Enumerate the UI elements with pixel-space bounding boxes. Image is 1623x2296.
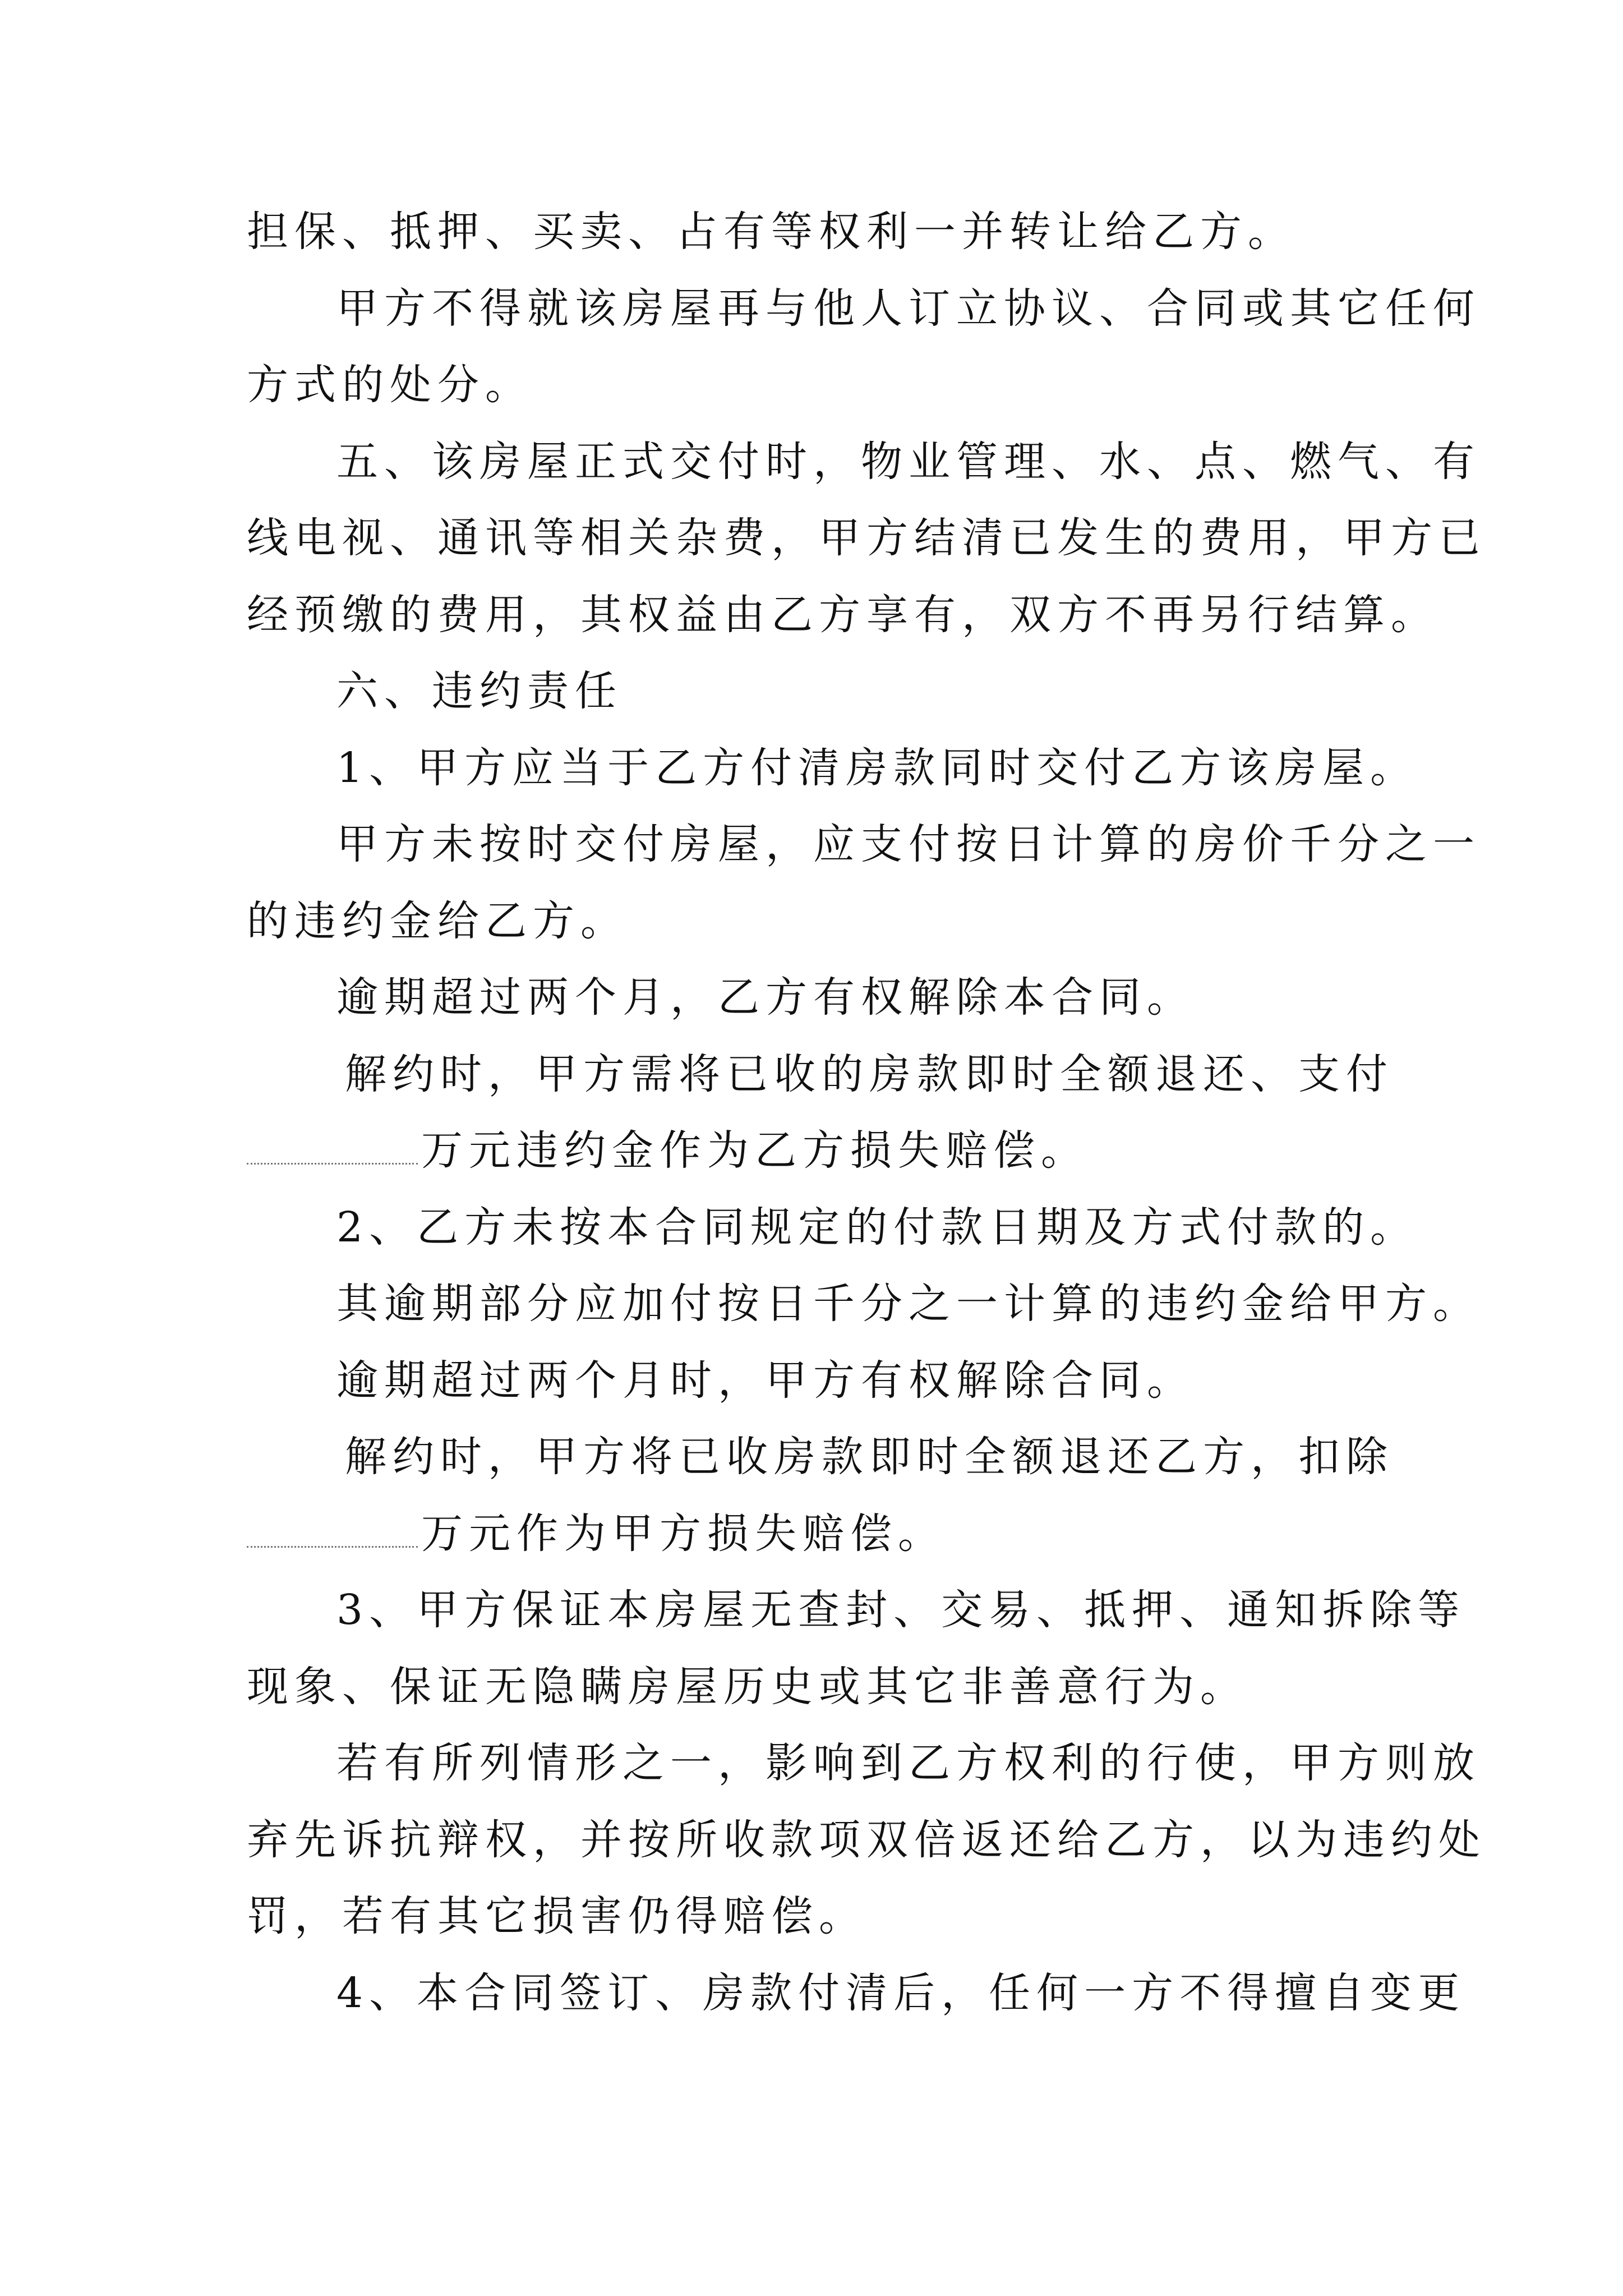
text-line: 方式的处分。 (247, 361, 533, 409)
text-line: 担保、抵押、买卖、占有等权利一并转让给乙方。 (247, 208, 1295, 256)
text-span: 万元作为甲方损失赔偿。 (421, 1509, 946, 1558)
text-line: 线电视、通讯等相关杂费，甲方结清已发生的费用，甲方已 (247, 514, 1486, 562)
text-line-with-blank (247, 1496, 1396, 1572)
text-line: 其逾期部分应加付按日千分之一计算的违约金给甲方。 (336, 1280, 1481, 1328)
clause-1-line: 1、甲方应当于乙方付清房款同时交付乙方该房屋。 (336, 743, 1418, 792)
text-line: 甲方未按时交付房屋，应支付按日计算的房价千分之一 (336, 820, 1481, 868)
text-line: 逾期超过两个月，乙方有权解除本合同。 (336, 973, 1195, 1022)
text-line: 罚，若有其它损害仍得赔偿。 (247, 1892, 866, 1940)
section-heading-liability: 六、违约责任 (336, 667, 623, 715)
text-line: 的违约金给乙方。 (247, 896, 628, 945)
contract-text (247, 194, 1486, 2031)
text-line: 甲方不得就该房屋再与他人订立协议、合同或其它任何 (336, 284, 1481, 333)
text-line: 解约时，甲方将已收房款即时全额退还乙方，扣除 (345, 1433, 1394, 1481)
text-line: 弃先诉抗辩权，并按所收款项双倍返还给乙方，以为违约处 (247, 1815, 1486, 1864)
text-span: 万元违约金作为乙方损失赔偿。 (421, 1126, 1089, 1175)
text-line: 逾期超过两个月时，甲方有权解除合同。 (336, 1356, 1195, 1405)
clause-3-line: 3、甲方保证本房屋无查封、交易、抵押、通知拆除等 (336, 1586, 1466, 1634)
clause-4-line: 4、本合同签订、房款付清后，任何一方不得擅自变更 (336, 1968, 1466, 2017)
clause-2-line: 2、乙方未按本合同规定的付款日期及方式付款的。 (336, 1203, 1418, 1251)
text-line: 若有所列情形之一，影响到乙方权利的行使，甲方则放 (336, 1739, 1481, 1787)
fill-in-blank (247, 1129, 418, 1165)
text-line: 解约时，甲方需将已收的房款即时全额退还、支付 (345, 1050, 1394, 1098)
text-line: 经预缴的费用，其权益由乙方享有，双方不再另行结算。 (247, 590, 1438, 639)
section-five-line: 五、该房屋正式交付时，物业管理、水、点、燃气、有 (336, 437, 1481, 486)
fill-in-blank (247, 1512, 418, 1548)
text-line: 现象、保证无隐瞒房屋历史或其它非善意行为。 (247, 1662, 1248, 1711)
text-line-with-blank (247, 1112, 1396, 1189)
